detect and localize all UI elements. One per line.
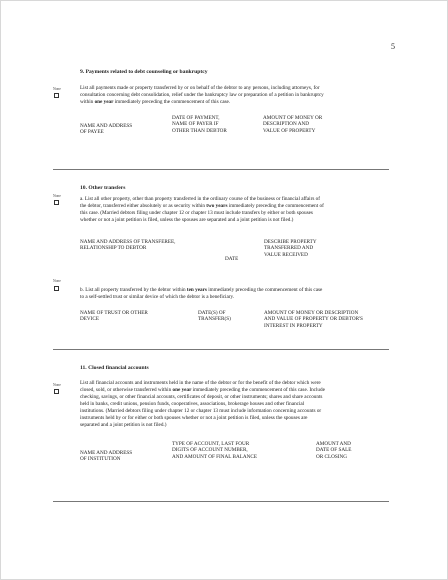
section-11-divider <box>53 501 389 502</box>
section-9-col-payee: NAME AND ADDRESS OF PAYEE <box>80 123 133 136</box>
section-10b-col-amount: AMOUNT OF MONEY OR DESCRIPTION AND VALUE OF PROPERTY OR DEBTOR'S INTEREST IN PROPERTY <box>264 310 363 329</box>
section-11-none-label: None <box>53 383 61 387</box>
section-9-text <box>80 85 420 106</box>
section-11-col-account: TYPE OF ACCOUNT, LAST FOUR DIGITS OF ACCOUNT NUMBER, AND AMOUNT OF FINAL BALANCE <box>172 441 258 460</box>
section-9-col-date-payer: DATE OF PAYMENT, NAME OF PAYER IF OTHER THAN DEBTOR <box>172 115 227 134</box>
section-9-line-1: List all payments made or property transferred by or on behalf of the debtor to any persons, including attorneys, for <box>80 85 320 91</box>
section-11-col-institution: NAME AND ADDRESS OF INSTITUTION <box>80 450 133 463</box>
section-10a-emphasis: two years <box>206 203 228 209</box>
section-9-divider <box>53 169 389 170</box>
section-10b-text: b. List all property transferred by the debtor within ten years immediately preceding the commencement of this case to a self-settled trust or similar device of which the debtor is a beneficiary. <box>80 287 425 301</box>
section-9-none-label: None <box>53 87 61 91</box>
section-11-emphasis: one year <box>172 387 192 393</box>
section-10b-col-trust: NAME OF TRUST OR OTHER DEVICE <box>80 310 148 323</box>
section-9-line-2: consultation concerning debt consolidation, relief under the bankruptcy law or preparation of a petition in bankruptcy <box>80 92 324 98</box>
section-10b-none-checkbox[interactable] <box>54 286 59 291</box>
section-10a-none-checkbox[interactable] <box>54 200 59 205</box>
section-11-none-checkbox[interactable] <box>54 389 59 394</box>
section-10-divider <box>53 349 389 350</box>
section-11-text: List all financial accounts and instruments held in the name of the debtor or for the benefit of the debtor which were closed, sold, or otherwise transferred within one year immediately preceding the commencement of this case. Include checking, savings, or other financial accounts, certificates of deposit, or other instruments; shares and share accounts held in banks, credit unions, pension funds, cooperatives, associations, brokerage houses and other financial institutions. (Married debtors filing under chapter 12 or chapter 13 must include information concerning accounts or instruments held by or for either or both spouses whether or not a joint petition is filed, unless the spouses are separated and a joint petition is not filed.) <box>80 380 425 429</box>
section-10a-col-property: DESCRIBE PROPERTY TRANSFERRED AND VALUE RECEIVED <box>264 239 317 258</box>
section-9-line-3: within one year immediately preceding the commencement of this case. <box>80 99 231 105</box>
section-10-title: 10. Other transfers <box>80 185 126 191</box>
section-10a-col-transferee: NAME AND ADDRESS OF TRANSFEREE, RELATIONSHIP TO DEBTOR <box>80 239 176 252</box>
section-11-col-sale: AMOUNT AND DATE OF SALE OR CLOSING <box>316 441 352 460</box>
section-10b-emphasis: ten years <box>186 287 207 293</box>
section-10b-col-dates: DATE(S) OF TRANSFER(S) <box>198 310 231 323</box>
section-11-title: 11. Closed financial accounts <box>80 365 149 371</box>
section-9-emphasis: one year <box>94 99 114 105</box>
section-10a-text: a. List all other property, other than property transferred in the ordinary course of the business or financial affairs of the debtor, transferred either absolutely or as security within two years immediately preceding the commencement of this case. (Married debtors filing under chapter 12 or chapter 13 must include transfers by either or both spouses whether or not a joint petition is filed, unless the spouses are separated and a joint petition is not filed.) <box>80 196 425 224</box>
section-9-col-amount: AMOUNT OF MONEY OR DESCRIPTION AND VALUE OF PROPERTY <box>263 115 323 134</box>
section-10a-none-label: None <box>53 194 61 198</box>
section-9-title: 9. Payments related to debt counseling or bankruptcy <box>80 69 208 75</box>
section-10a-line-2: the debtor, transferred either absolutely or as security within two years immediately preceding the commencement of <box>80 203 324 209</box>
section-10b-none-label: None <box>53 279 61 283</box>
section-10a-col-date: DATE <box>225 256 239 262</box>
section-10b-line-1: b. List all property transferred by the debtor within ten years immediately preceding the commencement of this case <box>80 287 323 293</box>
page-number: 5 <box>391 42 395 51</box>
section-9-none-checkbox[interactable] <box>54 93 59 98</box>
section-11-line-2: closed, sold, or otherwise transferred within one year immediately preceding the commencement of this case. Include <box>80 387 325 393</box>
